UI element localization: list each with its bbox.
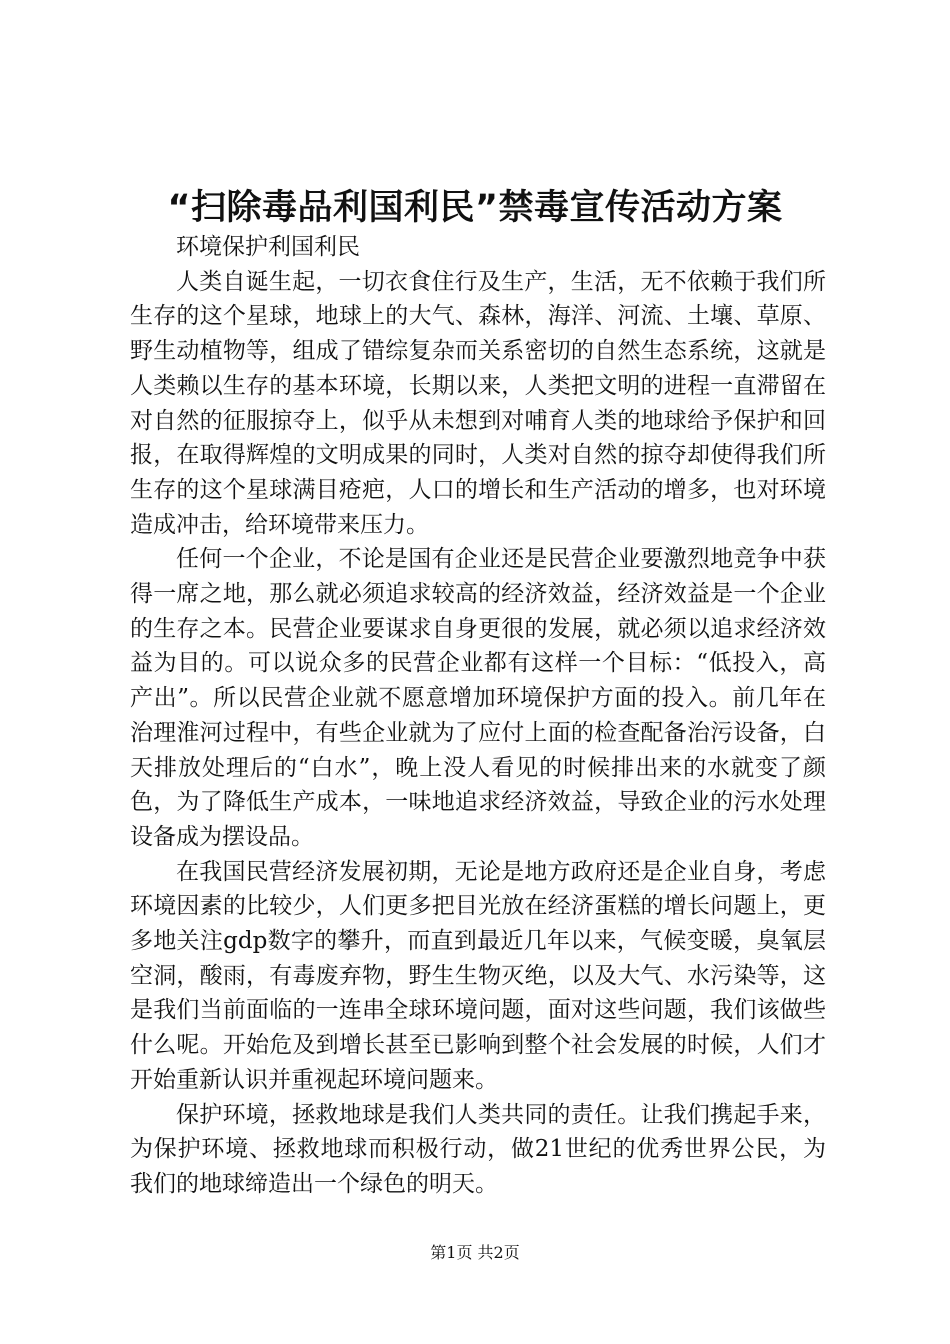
- paragraph-1: 人类自诞生起，一切衣食住行及生产，生活，无不依赖于我们所生存的这个星球，地球上的大气、森林，海洋、河流、土壤、草原、野生动植物等，组成了错综复杂而关系密切的自然生态系统，这就是人类赖以生存的基本环境，长期以来，人类把文明的进程一直滞留在对自然的征服掠夺上，似乎从未想到对哺育人类的地球给予保护和回报，在取得辉煌的文明成果的同时，人类对自然的掠夺却使得我们所生存的这个星球满目疮疤，人口的增长和生产活动的增多，也对环境造成冲击，给环境带来压力。: [130, 268, 826, 538]
- document-subtitle: 环境保护利国利民: [176, 234, 360, 260]
- paragraph-3: 在我国民营经济发展初期，无论是地方政府还是企业自身，考虑环境因素的比较少，人们更多把目光放在经济蛋糕的增长问题上，更多地关注gdp数字的攀升，而直到最近几年以来，气候变暖，臭氧层空洞，酸雨，有毒废弃物，野生生物灭绝，以及大气、水污染等，这是我们当前面临的一连串全球环境问题，面对这些问题，我们该做些什么呢。开始危及到增长甚至已影响到整个社会发展的时候，人们才开始重新认识并重视起环境问题来。: [130, 858, 826, 1093]
- document-body: [130, 230, 826, 1202]
- paragraph-4: 保护环境，拯救地球是我们人类共同的责任。让我们携起手来，为保护环境、拯救地球而积极行动，做21世纪的优秀世界公民，为我们的地球缔造出一个绿色的明天。: [130, 1101, 826, 1197]
- document-title: “扫除毒品利国利民”禁毒宣传活动方案: [167, 188, 783, 228]
- page-number-footer: 第1页 共2页: [430, 1243, 520, 1262]
- paragraph-2: 任何一个企业，不论是国有企业还是民营企业要激烈地竞争中获得一席之地，那么就必须追求较高的经济效益，经济效益是一个企业的生存之本。民营企业要谋求自身更很的发展，就必须以追求经济效益为目的。可以说众多的民营企业都有这样一个目标：“低投入，高产出”。所以民营企业就不愿意增加环境保护方面的投入。前几年在治理淮河过程中，有些企业就为了应付上面的检查配备治污设备，白天排放处理后的“白水”，晚上没人看见的时候排出来的水就变了颜色，为了降低生产成本，一味地追求经济效益，导致企业的污水处理设备成为摆设品。: [130, 546, 826, 850]
